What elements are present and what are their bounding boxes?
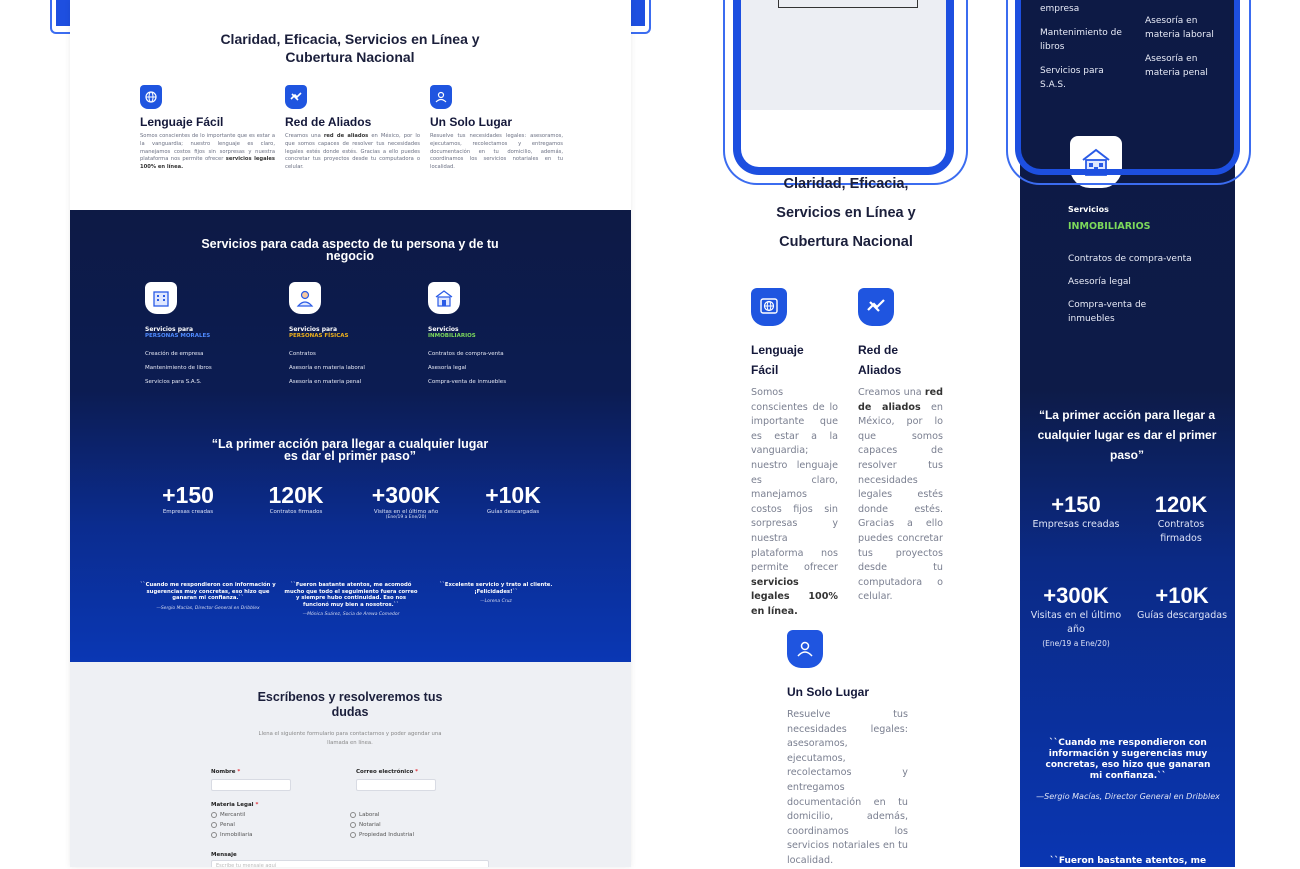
stat-value: +150 bbox=[1051, 492, 1101, 517]
service-card[interactable] bbox=[289, 282, 419, 385]
globe-chat-icon bbox=[140, 85, 162, 109]
stat-label: Empresas creadas bbox=[1032, 519, 1120, 530]
service-label: Servicios para bbox=[289, 326, 338, 333]
stat-label: Visitas en el último año bbox=[373, 509, 439, 515]
testimonial-text: ``Excelente servicio y trato al cliente. ¡Felicidades!`` bbox=[439, 582, 553, 595]
mobile-feature-text: Resuelve tus necesidades legales: asesoramos, ejecutamos, recolectamos y entregamos documentación en tu domicilio, además, coordinamos los servicios notariales en tu localidad. bbox=[787, 709, 908, 866]
stat-note: (Ene/19 a Ene/20) bbox=[1042, 639, 1110, 648]
feature-title: Lenguaje Fácil bbox=[140, 115, 224, 129]
contact-section bbox=[70, 662, 631, 867]
radio-option[interactable]: Mercantil bbox=[211, 812, 252, 818]
service-item[interactable]: Servicios para S.A.S. bbox=[1040, 66, 1104, 90]
services-title: Servicios para cada aspecto de tu persona y de tu negocio bbox=[201, 237, 499, 263]
motto: “La primer acción para llegar a cualquier lugar es dar el primer paso” bbox=[211, 437, 489, 463]
user-icon bbox=[289, 282, 321, 314]
service-item[interactable]: Asesoría en materia laboral bbox=[1145, 16, 1214, 40]
form-subtitle: Llena el siguiente formulario para contactarnos y poder agendar una llamada en línea. bbox=[258, 731, 442, 746]
name-label: Nombre * bbox=[211, 769, 241, 775]
service-category: PERSONAS MORALES bbox=[145, 333, 211, 339]
service-item[interactable]: empresa bbox=[1040, 4, 1080, 14]
testimonial-text: ``Fueron bastante atentos, me bbox=[1049, 856, 1207, 866]
stat-value: +10K bbox=[485, 482, 541, 508]
service-label: Servicios bbox=[1068, 205, 1109, 214]
subject-options-left bbox=[211, 812, 252, 838]
feature-title: Red de Aliados bbox=[285, 115, 372, 129]
stat-label: Guías descargadas bbox=[486, 509, 540, 515]
stat bbox=[148, 482, 228, 515]
message-label: Mensaje bbox=[211, 852, 237, 858]
stat-label: Guías descargadas bbox=[1136, 610, 1228, 621]
service-card[interactable] bbox=[145, 282, 275, 385]
mobile-feature-text: Creamos una red de aliados en México, por lo que somos capaces de resolver tus necesidades legales estés donde estés. Gracias a ello puedes concretar tus proyectos desde tu computadora o celular. bbox=[858, 387, 943, 603]
stat-value: +150 bbox=[162, 482, 214, 508]
motto: “La primer acción para llegar a cualquier lugar es dar el primer paso” bbox=[1037, 408, 1217, 462]
stat-label: Empresas creadas bbox=[162, 509, 214, 515]
stat-value: 120K bbox=[1154, 492, 1208, 517]
phone-button-outline[interactable] bbox=[778, 0, 918, 8]
service-item[interactable]: Asesoría legal bbox=[428, 365, 467, 371]
service-item[interactable]: Mantenimiento de libros bbox=[1040, 28, 1122, 52]
phone-content-area bbox=[741, 0, 946, 110]
service-label: Servicios para bbox=[145, 326, 194, 333]
mobile-feature-text: Somos conscientes de lo importante que es estar a la vanguardia; nuestro lenguaje es claro, manejamos costos fijos sin sorpresas y nuestra plataforma nos permite ofrecer servicios legales 100% en línea. bbox=[751, 387, 838, 617]
service-item[interactable]: Compra-venta de inmuebles bbox=[428, 379, 507, 385]
radio-option[interactable]: Penal bbox=[211, 822, 252, 828]
mobile-feature-card bbox=[787, 630, 908, 869]
stat-label: Contratos firmados bbox=[1157, 519, 1205, 544]
service-card[interactable] bbox=[428, 282, 558, 385]
stat bbox=[1134, 583, 1230, 623]
radio-option[interactable]: Notarial bbox=[350, 822, 414, 828]
email-label: Correo electrónico * bbox=[356, 769, 419, 775]
subject-options-right bbox=[350, 812, 414, 838]
mobile-feature-title: Red de Aliados bbox=[858, 343, 902, 377]
testimonial bbox=[283, 582, 419, 617]
testimonial-author: —Mónica Suárez, Socia de Arewa Comedor bbox=[302, 612, 400, 618]
testimonial-text: ``Fueron bastante atentos, me acomodó mucho que todo el seguimiento fuera correo y siempre hubo continuidad. Eso nos funcionó muy bien a nosotros.`` bbox=[284, 582, 418, 608]
testimonial-author: —Sergio Macías, Director General en Dribblex bbox=[1036, 792, 1220, 801]
feature-text: Creamos una red de aliados en México, por lo que somos capaces de resolver tus necesidades legales estés donde estés. Gracias a ello puedes concretar tus proyectos desde tu computadora o celular. bbox=[285, 133, 420, 171]
mobile-service-list bbox=[1068, 252, 1218, 326]
person-pin-icon bbox=[787, 630, 823, 668]
service-item[interactable]: Asesoría legal bbox=[1068, 277, 1131, 287]
phone-frame bbox=[1015, 0, 1240, 175]
house-icon bbox=[428, 282, 460, 314]
message-field[interactable]: Escribe tu mensaje aquí bbox=[211, 860, 489, 867]
mobile-feature-title: Lenguaje Fácil bbox=[751, 343, 804, 377]
services-section bbox=[70, 210, 631, 662]
service-category: INMOBILIARIOS bbox=[1068, 221, 1151, 232]
service-item[interactable]: Contratos de compra-venta bbox=[428, 351, 504, 357]
phone-screen-top bbox=[733, 0, 954, 175]
frame-outline-right bbox=[631, 0, 651, 34]
service-item[interactable]: Contratos de compra-venta bbox=[1068, 254, 1192, 264]
features-title: Claridad, Eficacia, Servicios en Línea y Cubertura Nacional bbox=[220, 31, 480, 65]
stat-value: +10K bbox=[1155, 583, 1209, 608]
handshake-icon bbox=[858, 288, 894, 326]
testimonial-text: ``Cuando me respondieron con información y sugerencias muy concretas, eso hizo que ganaran mi confianza.`` bbox=[1045, 738, 1211, 781]
mobile-feature-card bbox=[751, 288, 838, 620]
stat-label: Visitas en el último año bbox=[1030, 610, 1122, 635]
service-item[interactable]: Creación de empresa bbox=[145, 351, 204, 357]
subject-label: Materia Legal * bbox=[211, 802, 259, 808]
stat bbox=[470, 482, 556, 515]
feature-text: Somos conscientes de lo importante que es estar a la vanguardia; nuestro lenguaje es claro, manejamos costos fijos sin sorpresas y nuestra plataforma nos permite ofrecer servicios legales 100% en línea. bbox=[140, 133, 275, 171]
service-item[interactable]: Servicios para S.A.S. bbox=[145, 379, 202, 385]
radio-option[interactable]: Propiedad Industrial bbox=[350, 832, 414, 838]
name-field[interactable] bbox=[211, 779, 291, 791]
service-item[interactable]: Asesoría en materia penal bbox=[289, 379, 362, 385]
service-item[interactable]: Compra-venta de inmuebles bbox=[1068, 300, 1147, 324]
frame-outline-left bbox=[50, 0, 70, 34]
testimonial-author: —Lorena Cruz bbox=[480, 599, 512, 605]
stat-note: (Ene/19 a Ene/20) bbox=[385, 515, 427, 520]
feature-text: Resuelve tus necesidades legales: asesoramos, ejecutamos, recolectamos y entregamos documentación en tu domicilio, además, coordinamos los servicios notariales en tu localidad. bbox=[430, 133, 563, 171]
stat bbox=[256, 482, 336, 515]
feature-card bbox=[430, 85, 563, 172]
desktop-page bbox=[70, 0, 631, 867]
testimonial-text: ``Cuando me respondieron con información y sugerencias muy concretas, eso hizo que ganaran mi confianza.`` bbox=[140, 582, 276, 602]
mobile-feature-card bbox=[858, 288, 943, 605]
email-field[interactable] bbox=[356, 779, 436, 791]
stat bbox=[1028, 583, 1124, 651]
handshake-icon bbox=[285, 85, 307, 109]
stat-value: +300K bbox=[371, 482, 441, 508]
mobile-features-title: Claridad, Eficacia, Servicios en Línea y Cubertura Nacional bbox=[776, 176, 916, 250]
radio-option[interactable]: Inmobiliaria bbox=[211, 832, 252, 838]
service-item[interactable]: Contratos bbox=[289, 351, 316, 357]
building-icon bbox=[145, 282, 177, 314]
form-title: Escríbenos y resolveremos tus dudas bbox=[257, 690, 443, 719]
service-category: INMOBILIARIOS bbox=[428, 333, 476, 339]
feature-title: Un Solo Lugar bbox=[430, 115, 512, 129]
person-pin-icon bbox=[430, 85, 452, 109]
radio-option[interactable]: Laboral bbox=[350, 812, 414, 818]
service-label: Servicios bbox=[428, 326, 459, 333]
stat bbox=[1138, 492, 1224, 546]
stat-value: 120K bbox=[268, 482, 324, 508]
globe-chat-icon bbox=[751, 288, 787, 326]
stat-label: Contratos firmados bbox=[269, 509, 323, 515]
service-category: PERSONAS FÍSICAS bbox=[289, 333, 349, 339]
testimonial-author: —Sergio Macías, Director General en Dribblex bbox=[156, 605, 260, 611]
stat bbox=[358, 482, 454, 520]
stat-value: +300K bbox=[1043, 583, 1109, 608]
service-item[interactable]: Asesoría en materia laboral bbox=[289, 365, 365, 371]
service-item[interactable]: Asesoría en materia penal bbox=[1145, 54, 1208, 78]
feature-card bbox=[285, 85, 420, 172]
stat bbox=[1028, 492, 1124, 532]
feature-card bbox=[140, 85, 275, 172]
service-item[interactable]: Mantenimiento de libros bbox=[145, 365, 212, 371]
testimonial bbox=[434, 582, 558, 604]
testimonial bbox=[138, 582, 278, 611]
mobile-feature-title: Un Solo Lugar bbox=[787, 685, 869, 699]
